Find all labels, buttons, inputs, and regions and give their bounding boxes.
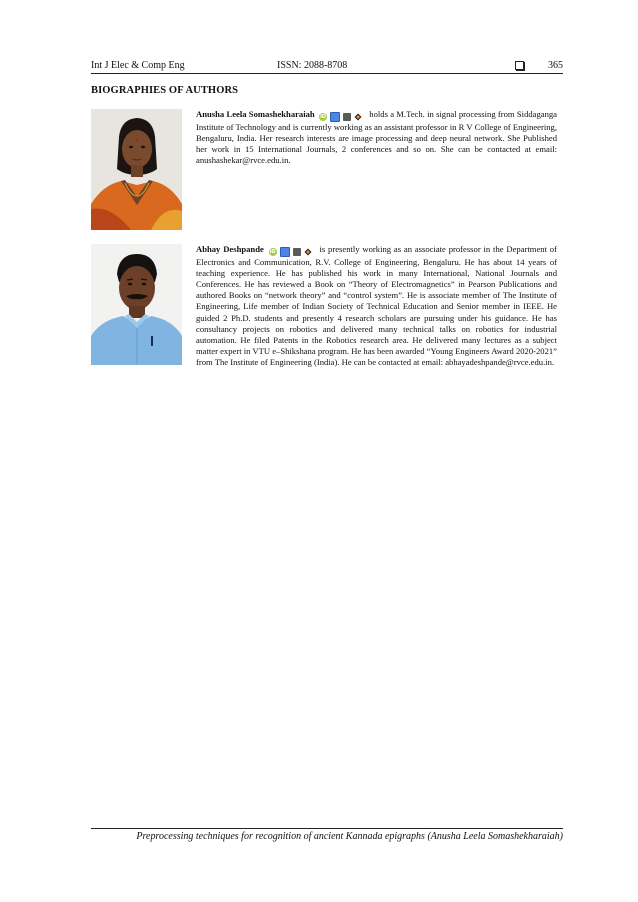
author-profile-icons-1 [319,111,365,122]
footer-rule [91,828,563,829]
author-profile-icons-2 [269,246,315,257]
author-bio-2 [196,244,557,368]
section-title: BIOGRAPHIES OF AUTHORS [91,85,239,96]
page-number: 365 [548,60,563,71]
google-scholar-icon[interactable] [280,247,290,257]
author-bio-1 [196,109,557,166]
author-bio-text-2: is presently working as an associate professor in the Department of Electronics and Communication, R.V. College of Engineering, Bengaluru. He has about 14 years of teaching experience. He has published his work in many International, National Journals and Conferences. He has reviewed a Book on “Theory of Electromagnetics” in Pearson Publications and authored Books on “network theory” and “control system”. He is associate member of The Institute of Engineering, Life member of Indian Society of Technical Education and Senior member in IEEE. He guided 2 Ph.D. students and presently 4 research scholars are pursuing under his guidance. He has consultancy projects on robotics and delivered many technical talks on robotics for industrial automation. He filed Patents in the Robotics research area. He delivered many lectures as a subject matter expert in VTU e–Shikshana program. He has been awarded “Young Engineers Award 2020-2021” from The Institute of Engineering (India). He can be contacted at email: abhayadeshpande@rvce.edu.in. [196,244,557,367]
author-photo-1 [91,109,182,230]
orcid-icon[interactable]: iD [320,114,326,121]
scopus-icon[interactable] [354,113,362,121]
header-rule [91,73,563,74]
author-name-1: Anusha Leela Somashekharaiah [196,109,315,119]
web-of-science-icon[interactable] [293,248,301,256]
author-photo-2 [91,244,182,365]
issn: ISSN: 2088-8708 [277,60,348,71]
running-header [91,58,563,74]
square-bullet-icon [515,61,524,70]
google-scholar-icon[interactable] [330,112,340,122]
running-footer: Preprocessing techniques for recognition of ancient Kannada epigraphs (Anusha Leela Somashekharaiah) [136,831,563,842]
author-portrait-woman [91,109,182,230]
author-portrait-man [91,244,182,365]
journal-name: Int J Elec & Comp Eng [91,60,185,71]
orcid-icon[interactable]: iD [269,249,276,256]
author-name-2: Abhay Deshpande [196,244,264,254]
web-of-science-icon[interactable] [343,113,351,121]
author-bio-text-1: holds a M.Tech. in signal processing from Siddaganga Institute of Technology and is currently working as an assistant professor in R V College of Engineering, Bengaluru, India. Her research interests are image processing and deep neural network. She Published her work in 15 International Journals, 2 conferences and so on. She can be contacted at email: anushashekar@rvce.edu.in. [196,109,557,166]
scopus-icon[interactable] [304,248,312,256]
